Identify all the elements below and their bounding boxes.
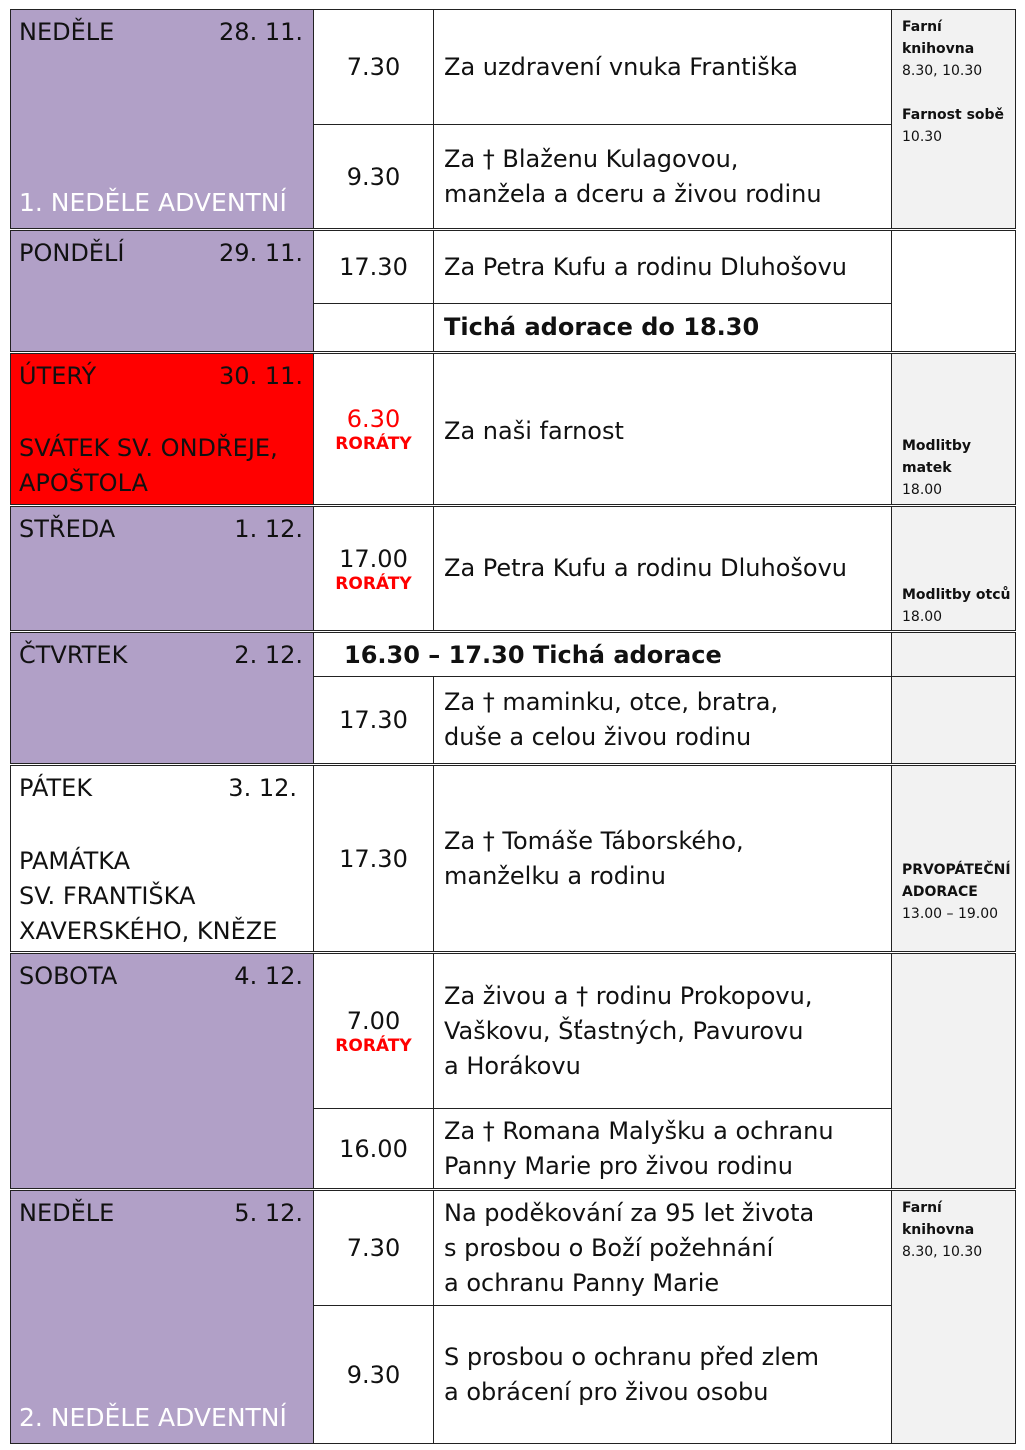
day-title-line: SV. FRANTIŠKA (19, 882, 196, 910)
day-name: SOBOTA (19, 962, 118, 990)
mass-intention-cell (433, 1305, 892, 1444)
day-cell (10, 230, 314, 352)
side-time: 8.30, 10.30 (902, 1244, 983, 1260)
side-info-cell (891, 676, 1016, 764)
side-time: 18.00 (902, 482, 943, 498)
adoration-cell (313, 632, 892, 677)
side-time: 10.30 (902, 129, 943, 145)
mass-time-cell (313, 124, 434, 229)
day-date: 28. 11. (219, 18, 303, 46)
intention-line: Za † Tomáše Táborského, (444, 826, 744, 855)
intention-line: Panny Marie pro živou rodinu (444, 1151, 793, 1180)
mass-intention-cell (433, 303, 892, 352)
side-label: Farní (902, 19, 942, 35)
side-time: 18.00 (902, 609, 943, 625)
day-date: 1. 12. (234, 515, 303, 543)
side-info-cell (891, 1190, 1016, 1444)
intention-line: manžela a dceru a živou rodinu (444, 179, 822, 208)
intention-line: manželku a rodinu (444, 861, 667, 890)
day-cell (10, 1190, 314, 1444)
side-label: Farní (902, 1200, 942, 1216)
intention-line: Za živou a † rodinu Prokopovu, (444, 981, 813, 1010)
side-label: Modlitby (902, 438, 972, 454)
mass-time-cell (313, 353, 434, 505)
day-cell (10, 353, 314, 505)
rorate-label: RORÁTY (335, 1036, 412, 1056)
intention-line: a Horákovu (444, 1051, 581, 1080)
mass-intention-cell (433, 9, 892, 125)
day-name: STŘEDA (19, 515, 116, 543)
side-info (902, 16, 1004, 148)
day-date: 30. 11. (219, 362, 303, 390)
mass-intention-cell (433, 1190, 892, 1306)
mass-time: 16.00 (339, 1134, 408, 1163)
mass-time: 17.30 (339, 844, 408, 873)
mass-intention-cell (433, 353, 892, 505)
side-label: ADORACE (902, 884, 978, 900)
mass-time-cell (313, 953, 434, 1109)
intention-line: Za † Romana Malyšku a ochranu (444, 1116, 834, 1145)
day-title (19, 844, 277, 949)
intention-line: Vaškovu, Šťastných, Pavurovu (444, 1016, 804, 1045)
day-cell (10, 765, 314, 952)
mass-intention-cell (433, 765, 892, 952)
side-info (902, 859, 1011, 925)
day-title (19, 431, 278, 501)
day-title-line: APOŠTOLA (19, 469, 148, 497)
side-info-cell (891, 506, 1016, 631)
side-info-cell (891, 953, 1016, 1189)
rorate-label: RORÁTY (335, 573, 412, 594)
mass-intention-cell (433, 124, 892, 229)
mass-time-cell (313, 303, 434, 352)
day-cell (10, 632, 314, 764)
mass-intention-cell (433, 953, 892, 1109)
mass-time: 9.30 (346, 1360, 401, 1389)
mass-time-cell (313, 506, 434, 631)
intention-line: Za † Blaženu Kulagovou, (444, 144, 739, 173)
mass-time: 6.30 (346, 405, 401, 433)
mass-time: 7.00 (346, 1007, 401, 1035)
day-title-line: PAMÁTKA (19, 847, 131, 875)
mass-time-cell (313, 1108, 434, 1189)
day-cell (10, 9, 314, 229)
day-date: 2. 12. (234, 641, 303, 669)
day-title: 2. NEDĚLE ADVENTNÍ (19, 1403, 287, 1432)
side-label: PRVOPÁTEČNÍ (902, 862, 1011, 878)
day-name: ÚTERÝ (19, 362, 97, 390)
intention-line: Tichá adorace do 18.30 (444, 313, 760, 341)
day-date: 29. 11. (219, 239, 303, 267)
side-info-cell (891, 765, 1016, 952)
mass-time: 17.30 (339, 253, 408, 281)
adoration-text: 16.30 – 17.30 Tichá adorace (344, 640, 722, 669)
mass-time-cell (313, 765, 434, 952)
mass-intention-cell (433, 676, 892, 764)
day-name: NEDĚLE (19, 1199, 115, 1227)
intention-line: s prosbou o Boží požehnání (444, 1233, 774, 1262)
intention-line: S prosbou o ochranu před zlem (444, 1342, 820, 1371)
intention-line: duše a celou živou rodinu (444, 723, 752, 751)
mass-time-cell (313, 9, 434, 125)
side-label: matek (902, 460, 952, 476)
intention-line: Za † maminku, otce, bratra, (444, 688, 779, 716)
side-time: 8.30, 10.30 (902, 63, 983, 79)
intention-line: a ochranu Panny Marie (444, 1268, 720, 1297)
side-info (902, 584, 1010, 628)
day-cell (10, 953, 314, 1189)
side-time: 13.00 – 19.00 (902, 906, 999, 922)
day-title-line: XAVERSKÉHO, KNĚZE (19, 917, 278, 945)
mass-time-cell (313, 230, 434, 304)
mass-time: 17.00 (339, 544, 408, 573)
day-name: NEDĚLE (19, 18, 115, 46)
intention-line: Za naši farnost (444, 417, 624, 445)
day-title-line: SVÁTEK SV. ONDŘEJE, (19, 434, 278, 462)
day-date: 4. 12. (234, 962, 303, 990)
side-info-cell (891, 230, 1016, 352)
day-name: ČTVRTEK (19, 641, 128, 669)
side-info-cell (891, 632, 1016, 677)
side-label: Farnost sobě (902, 107, 1005, 123)
intention-line: Na poděkování za 95 let života (444, 1198, 815, 1227)
intention-line: Za uzdravení vnuka Františka (444, 52, 798, 81)
mass-time: 7.30 (346, 1234, 401, 1262)
mass-intention-cell (433, 1108, 892, 1189)
mass-intention-cell (433, 230, 892, 304)
mass-time: 7.30 (346, 53, 401, 81)
intention-line: a obrácení pro živou osobu (444, 1377, 769, 1406)
mass-time: 9.30 (346, 162, 401, 191)
side-label: Modlitby otců (902, 587, 1011, 603)
rorate-label: RORÁTY (335, 434, 412, 454)
mass-time-cell (313, 676, 434, 764)
day-name: PONDĚLÍ (19, 239, 125, 267)
day-date: 5. 12. (234, 1199, 303, 1227)
day-cell (10, 506, 314, 631)
mass-time-cell (313, 1305, 434, 1444)
side-info-cell (891, 353, 1016, 505)
day-title: 1. NEDĚLE ADVENTNÍ (19, 188, 287, 217)
side-info (902, 435, 971, 501)
side-label: knihovna (902, 1222, 975, 1238)
day-name: PÁTEK (19, 774, 93, 802)
mass-time-cell (313, 1190, 434, 1306)
intention-line: Za Petra Kufu a rodinu Dluhošovu (444, 252, 847, 281)
mass-intention-cell (433, 506, 892, 631)
day-date: 3. 12. (228, 774, 297, 802)
mass-time: 17.30 (339, 706, 408, 734)
side-info (902, 1197, 982, 1263)
intention-line: Za Petra Kufu a rodinu Dluhošovu (444, 554, 847, 582)
side-info-cell (891, 9, 1016, 229)
side-label: knihovna (902, 41, 975, 57)
